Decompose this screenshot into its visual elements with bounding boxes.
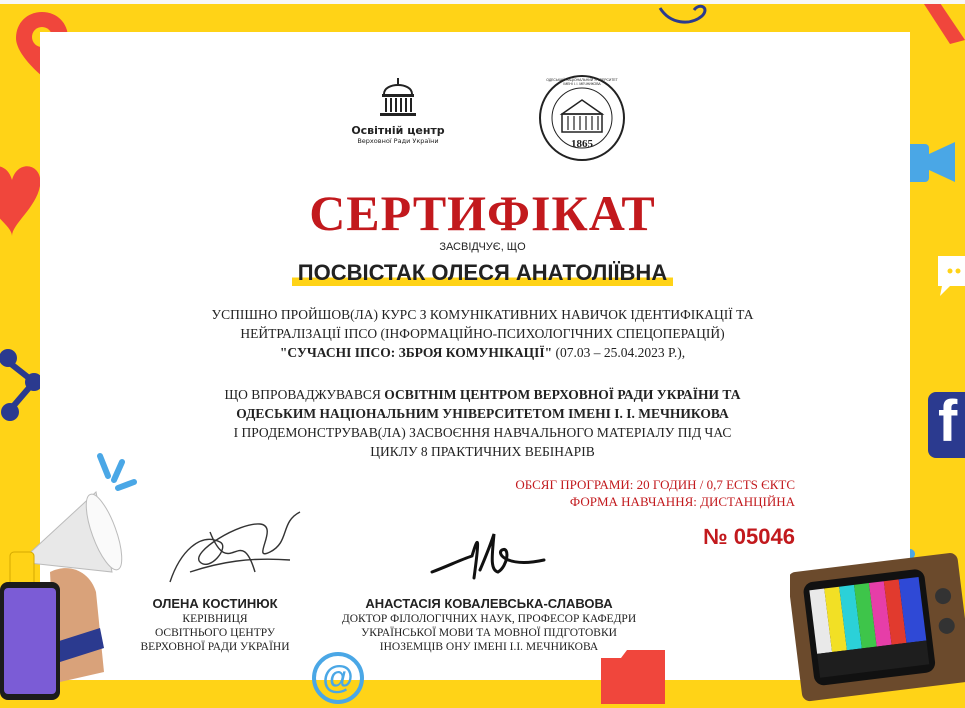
course-name: "СУЧАСНІ ІПСО: ЗБРОЯ КОМУНІКАЦІЇ" bbox=[279, 345, 553, 360]
body-line-3 bbox=[0, 342, 965, 363]
facebook-letter: f bbox=[938, 389, 958, 454]
signatory-2-line3: ІНОЗЕМЦІВ ОНУ ІМЕНІ І.І. МЕЧНИКОВА bbox=[379, 641, 599, 653]
education-center-name: Освітній центр bbox=[351, 124, 445, 137]
signatory-1-line2: ОСВІТНЬОГО ЦЕНТРУ bbox=[154, 627, 276, 639]
certificate-frame bbox=[0, 4, 965, 708]
signature-2 bbox=[428, 526, 548, 588]
course-dates: (07.03 – 25.04.2023 Р.), bbox=[552, 345, 686, 360]
at-sign-icon bbox=[312, 652, 364, 704]
folder-icon bbox=[597, 644, 669, 708]
at-sign: @ bbox=[322, 659, 354, 695]
body-line-4-bold: ОСВІТНІМ ЦЕНТРОМ ВЕРХОВНОЇ РАДИ УКРАЇНИ ТА bbox=[384, 387, 741, 402]
education-center-subtitle: Верховної Ради України bbox=[357, 137, 439, 145]
university-seal bbox=[538, 74, 626, 162]
recipient-wrapper bbox=[0, 260, 965, 288]
certificate-title: СЕРТИФІКАТ bbox=[309, 185, 656, 241]
megaphone-hand-icon bbox=[0, 452, 160, 708]
signatory-1-line3: ВЕРХОВНОЇ РАДИ УКРАЇНИ bbox=[140, 641, 290, 653]
signatory-1-name: ОЛЕНА КОСТИНЮК bbox=[152, 596, 278, 611]
body-line-1: УСПІШНО ПРОЙШОВ(ЛА) КУРС З КОМУНІКАТИВНИХ НАВИЧОК ІДЕНТИФІКАЦІЇ ТА bbox=[211, 307, 754, 322]
body-line-4 bbox=[0, 384, 965, 405]
pencil-icon bbox=[920, 4, 965, 52]
signature-1 bbox=[160, 502, 310, 598]
certifies-text: ЗАСВІДЧУЄ, ЩО bbox=[439, 241, 526, 253]
education-center-logo bbox=[338, 76, 458, 145]
body-line-7: ЦИКЛУ 8 ПРАКТИЧНИХ ВЕБІНАРІВ bbox=[370, 444, 595, 459]
body-line-6: І ПРОДЕМОНСТРУВАВ(ЛА) ЗАСВОЄННЯ НАВЧАЛЬНОГО МАТЕРІАЛУ ПІД ЧАС bbox=[233, 425, 732, 440]
certificate-number: № 05046 bbox=[703, 524, 795, 549]
recipient-name: ПОСВІСТАК ОЛЕСЯ АНАТОЛІЇВНА bbox=[292, 260, 673, 288]
body-line-2: НЕЙТРАЛІЗАЦІЇ ІПСО (ІНФОРМАЦІЙНО-ПСИХОЛОГІЧНИХ СПЕЦОПЕРАЦІЙ) bbox=[240, 326, 725, 341]
body-line-5: ОДЕСЬКИМ НАЦІОНАЛЬНИМ УНІВЕРСИТЕТОМ ІМЕНІ І. І. МЕЧНИКОВА bbox=[236, 406, 729, 421]
signatory-1-line1: КЕРІВНИЦЯ bbox=[182, 613, 248, 625]
parliament-building-icon bbox=[376, 76, 420, 120]
university-founding-year: 1865 bbox=[571, 138, 593, 150]
signatory-2-line1: ДОКТОР ФІЛОЛОГІЧНИХ НАУК, ПРОФЕСОР КАФЕДРИ bbox=[341, 613, 637, 625]
signatory-2-line2: УКРАЇНСЬКОЇ МОВИ ТА МОВНОЇ ПІДГОТОВКИ bbox=[361, 627, 617, 639]
retro-tv-icon bbox=[790, 544, 965, 708]
study-form: ФОРМА НАВЧАННЯ: ДИСТАНЦІЙНА bbox=[569, 494, 795, 509]
program-info bbox=[515, 476, 795, 510]
program-volume: ОБСЯГ ПРОГРАМИ: 20 ГОДИН / 0,7 ECTS ЄКТС bbox=[515, 477, 795, 492]
body-line-4-prefix: ЩО ВПРОВАДЖУВАВСЯ bbox=[224, 387, 385, 402]
university-seal-ring-text: ОДЕСЬКИЙ НАЦІОНАЛЬНИЙ УНІВЕРСИТЕТ ІМЕНІ І. І. МЕЧНИКОВА bbox=[546, 78, 618, 86]
signatory-2-name: АНАСТАСІЯ КОВАЛЕВСЬКА-СЛАВОВА bbox=[365, 596, 613, 611]
spiral-icon bbox=[650, 4, 720, 30]
